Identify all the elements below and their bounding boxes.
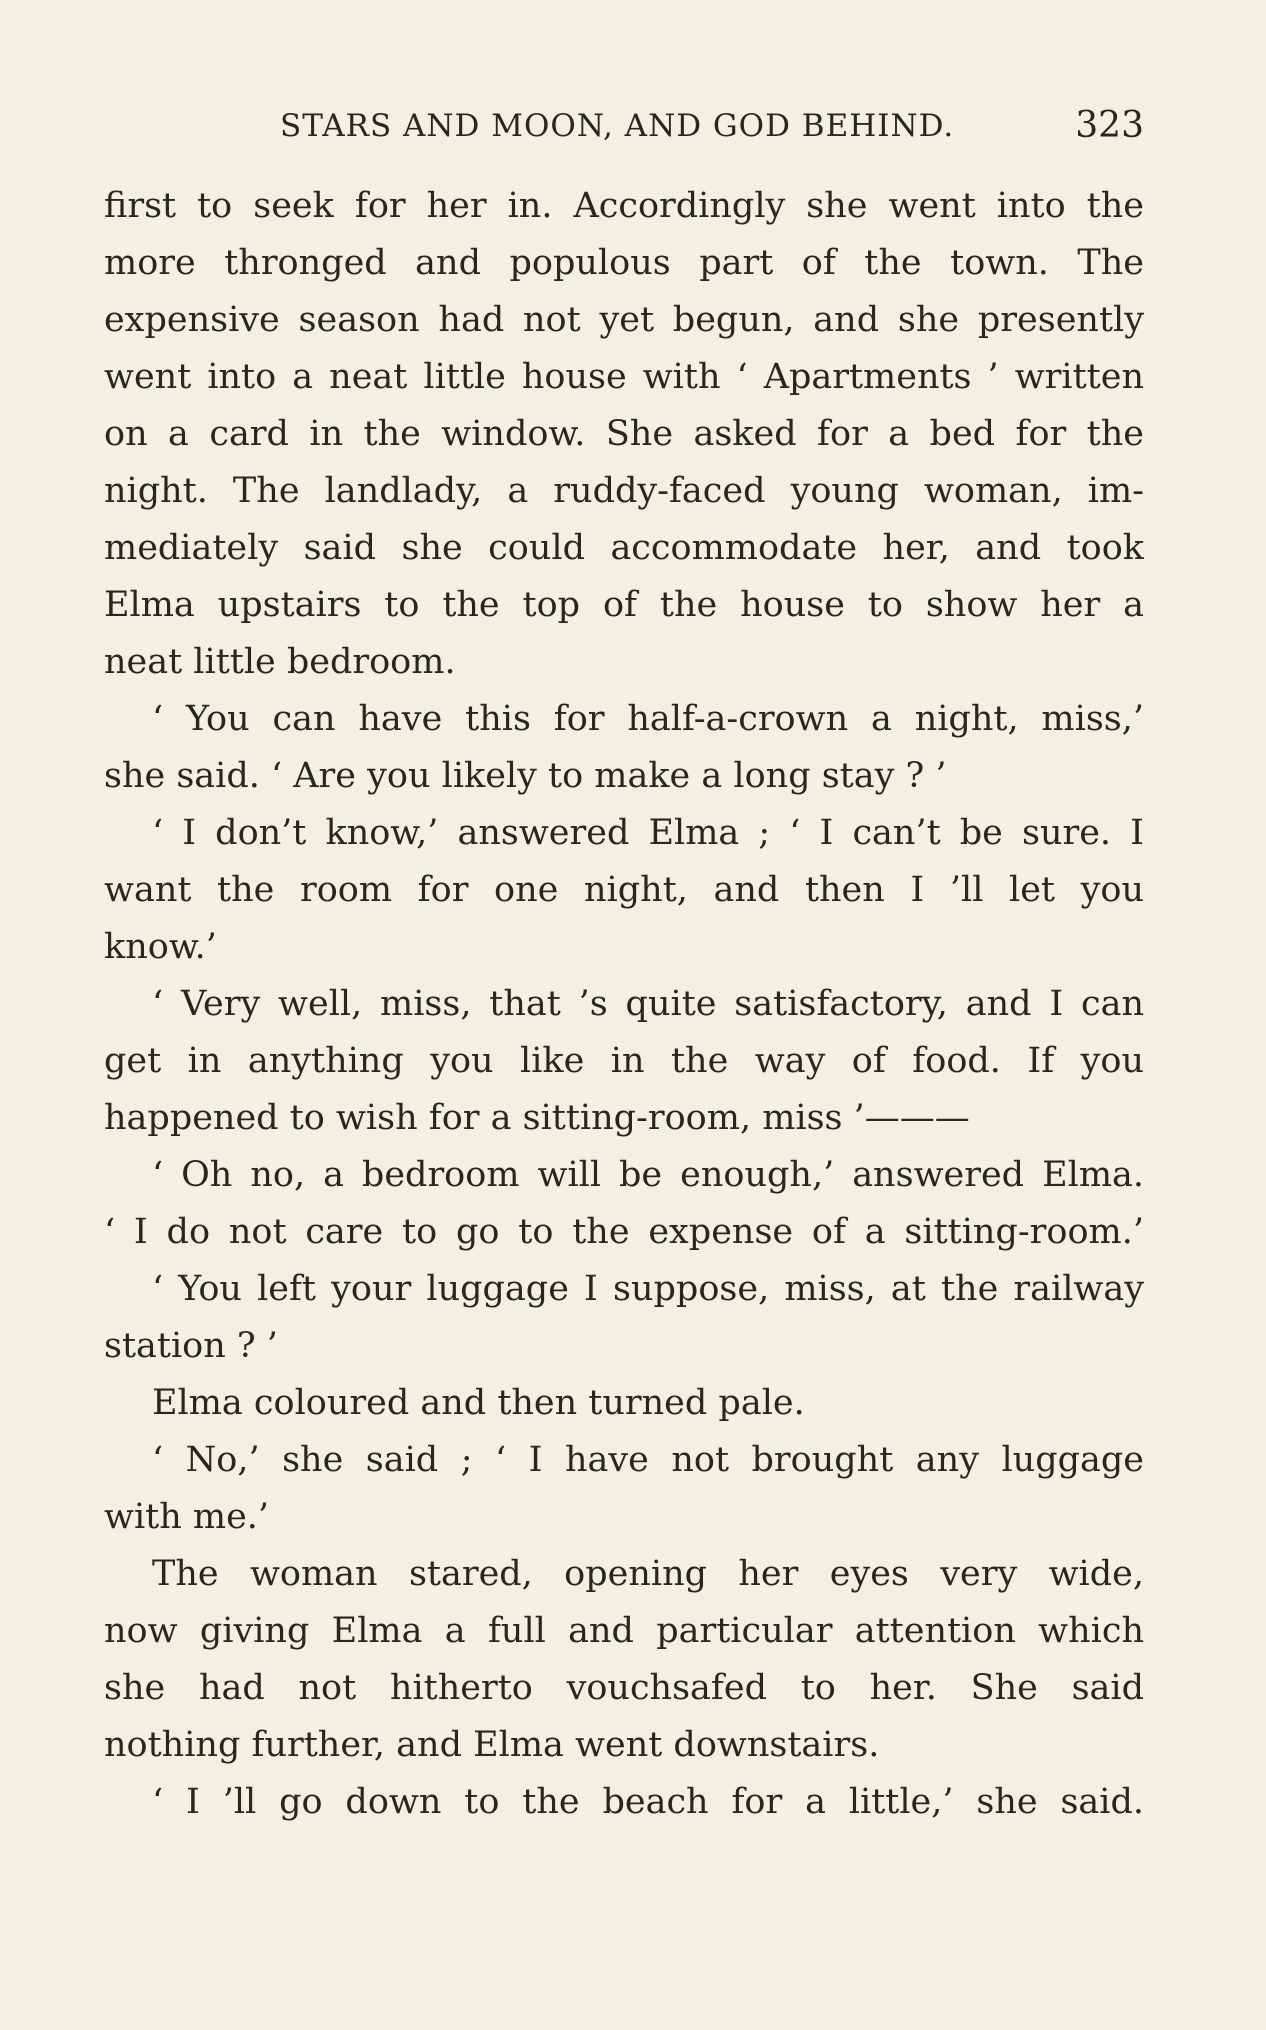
text-line: ‘ No,’ she said ; ‘ I have not brought any luggage: [152, 1440, 1144, 1480]
text-line: ‘ Oh no, a bedroom will be enough,’ answered Elma.: [152, 1155, 1144, 1195]
text-line: The woman stared, opening her eyes very wide,: [152, 1554, 1144, 1594]
text-line: now giving Elma a full and particular attention which: [104, 1611, 1144, 1651]
text-line: expensive season had not yet begun, and she presently: [104, 300, 1144, 340]
text-line: neat little bedroom.: [104, 642, 456, 682]
text-line: first to seek for her in. Accordingly she went into the: [104, 186, 1144, 226]
running-title: STARS AND MOON, AND GOD BEHIND.: [280, 108, 955, 144]
text-line: she had not hitherto vouchsafed to her. She said: [104, 1668, 1144, 1708]
text-line: ‘ I do not care to go to the expense of a sitting-room.’: [104, 1212, 1144, 1252]
text-line: ‘ I ’ll go down to the beach for a little,’ she said.: [152, 1782, 1144, 1822]
text-line: Elma upstairs to the top of the house to show her a: [104, 585, 1144, 625]
page-number: 323: [1075, 105, 1144, 146]
text-line: get in anything you like in the way of food. If you: [104, 1041, 1144, 1081]
text-line: nothing further, and Elma went downstairs.: [104, 1725, 880, 1765]
text-line: want the room for one night, and then I ’ll let you: [104, 870, 1144, 910]
body-text: [104, 178, 1144, 1831]
running-head: [104, 96, 1144, 156]
text-line: ‘ Very well, miss, that ’s quite satisfactory, and I can: [152, 984, 1144, 1024]
text-line: mediately said she could accommodate her, and took: [104, 528, 1144, 568]
text-line: ‘ I don’t know,’ answered Elma ; ‘ I can’t be sure. I: [152, 813, 1144, 853]
text-line: she said. ‘ Are you likely to make a long stay ? ’: [104, 756, 947, 796]
text-line: went into a neat little house with ‘ Apartments ’ written: [104, 357, 1144, 397]
text-line: more thronged and populous part of the town. The: [104, 243, 1144, 283]
text-line: ‘ You left your luggage I suppose, miss, at the railway: [152, 1269, 1144, 1309]
text-line: happened to wish for a sitting-room, miss ’———: [104, 1098, 970, 1138]
text-line: ‘ You can have this for half-a-crown a night, miss,’: [152, 699, 1144, 739]
text-line: night. The landlady, a ruddy-faced young woman, im-: [104, 471, 1144, 511]
text-line: station ? ’: [104, 1326, 278, 1366]
text-line: with me.’: [104, 1497, 270, 1537]
text-line: on a card in the window. She asked for a bed for the: [104, 414, 1144, 454]
text-line: Elma coloured and then turned pale.: [152, 1383, 805, 1423]
text-line: know.’: [104, 927, 217, 967]
